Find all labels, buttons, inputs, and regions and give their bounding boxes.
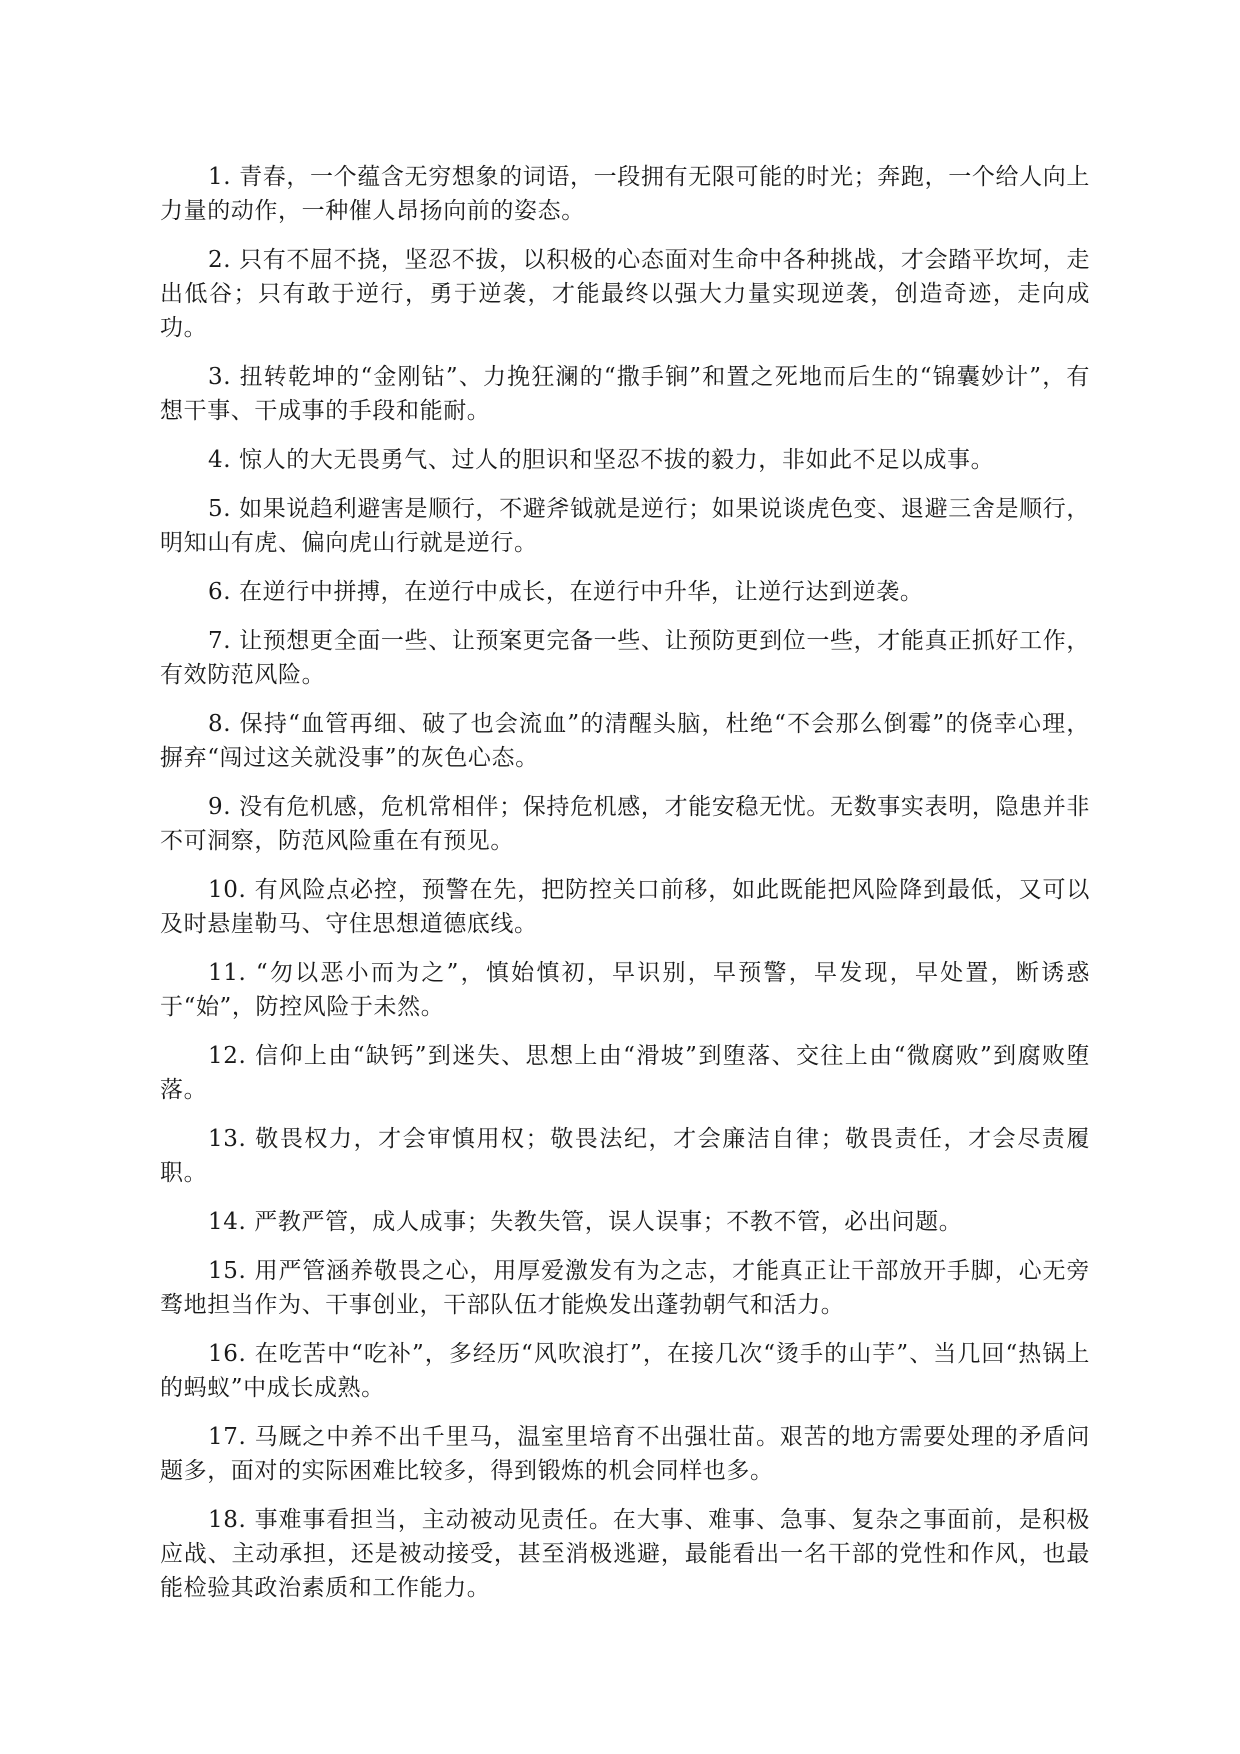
paragraph-17: 17. 马厩之中养不出千里马，温室里培育不出强壮苗。艰苦的地方需要处理的矛盾问题多，面对的实际困难比较多，得到锻炼的机会同样也多。 [160, 1424, 1090, 1484]
paragraph-2: 2. 只有不屈不挠，坚忍不拔，以积极的心态面对生命中各种挑战，才会踏平坎坷，走出低谷；只有敢于逆行，勇于逆袭，才能最终以强大力量实现逆袭，创造奇迹，走向成功。 [160, 247, 1090, 341]
paragraph-5: 5. 如果说趋利避害是顺行，不避斧钺就是逆行；如果说谈虎色变、退避三舍是顺行，明知山有虎、偏向虎山行就是逆行。 [160, 496, 1090, 556]
paragraph-18: 18. 事难事看担当，主动被动见责任。在大事、难事、急事、复杂之事面前，是积极应战、主动承担，还是被动接受，甚至消极逃避，最能看出一名干部的党性和作风，也最能检验其政治素质和工作能力。 [160, 1507, 1090, 1601]
paragraph-12: 12. 信仰上由“缺钙”到迷失、思想上由“滑坡”到堕落、交往上由“微腐败”到腐败堕落。 [160, 1043, 1090, 1103]
paragraph-9: 9. 没有危机感，危机常相伴；保持危机感，才能安稳无忧。无数事实表明，隐患并非不可洞察，防范风险重在有预见。 [160, 794, 1090, 854]
paragraph-16: 16. 在吃苦中“吃补”，多经历“风吹浪打”，在接几次“烫手的山芋”、当几回“热锅上的蚂蚁”中成长成熟。 [160, 1341, 1090, 1401]
paragraph-11: 11. “勿以恶小而为之”，慎始慎初，早识别，早预警，早发现，早处置，断诱惑于“始”，防控风险于未然。 [160, 960, 1090, 1020]
paragraph-15: 15. 用严管涵养敬畏之心，用厚爱激发有为之志，才能真正让干部放开手脚，心无旁骛地担当作为、干事创业，干部队伍才能焕发出蓬勃朝气和活力。 [160, 1258, 1090, 1318]
paragraph-8: 8. 保持“血管再细、破了也会流血”的清醒头脑，杜绝“不会那么倒霉”的侥幸心理，摒弃“闯过这关就没事”的灰色心态。 [160, 711, 1090, 771]
paragraph-3: 3. 扭转乾坤的“金刚钻”、力挽狂澜的“撒手锏”和置之死地而后生的“锦囊妙计”，有想干事、干成事的手段和能耐。 [160, 364, 1090, 424]
paragraph-14: 14. 严教严管，成人成事；失教失管，误人误事；不教不管，必出问题。 [208, 1209, 963, 1235]
paragraph-6: 6. 在逆行中拼搏，在逆行中成长，在逆行中升华，让逆行达到逆袭。 [208, 579, 924, 605]
paragraph-10: 10. 有风险点必控，预警在先，把防控关口前移，如此既能把风险降到最低，又可以及时悬崖勒马、守住思想道德底线。 [160, 877, 1090, 937]
paragraph-4: 4. 惊人的大无畏勇气、过人的胆识和坚忍不拔的毅力，非如此不足以成事。 [208, 447, 995, 473]
paragraph-7: 7. 让预想更全面一些、让预案更完备一些、让预防更到位一些，才能真正抓好工作，有效防范风险。 [160, 628, 1090, 688]
document-page [160, 160, 1090, 1620]
paragraph-13: 13. 敬畏权力，才会审慎用权；敬畏法纪，才会廉洁自律；敬畏责任，才会尽责履职。 [160, 1126, 1090, 1186]
paragraph-1: 1. 青春，一个蕴含无穷想象的词语，一段拥有无限可能的时光；奔跑，一个给人向上力量的动作，一种催人昂扬向前的姿态。 [160, 164, 1090, 224]
